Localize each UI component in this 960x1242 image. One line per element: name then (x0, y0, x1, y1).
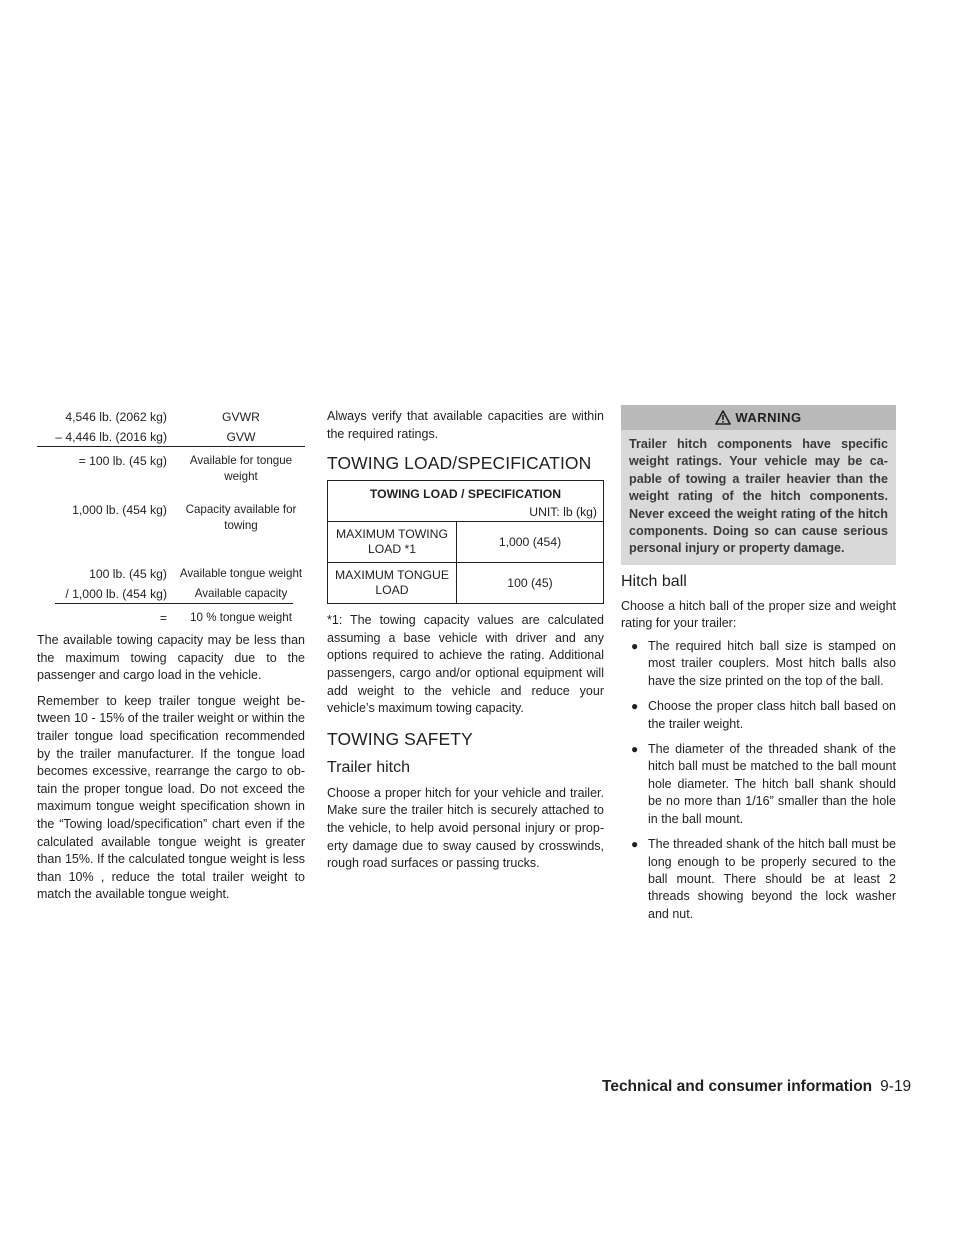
gvw-value: – 4,446 lb. (2016 kg) (55, 430, 167, 444)
paragraph-verify: Always verify that available capacities are within the required ratings. (327, 409, 604, 441)
page-number: 9-19 (880, 1078, 912, 1095)
left-body-text (37, 632, 305, 904)
table-unit: UNIT: lb (kg) (529, 504, 597, 519)
warning-triangle-icon (715, 410, 731, 425)
towing-spec-table (327, 480, 604, 604)
bullet-dot-icon: ● (631, 837, 639, 852)
heading-towing-safety: TOWING SAFETY (327, 728, 473, 749)
available-capacity-label: Available capacity (194, 587, 288, 600)
table-row-label: MAXIMUM TOWING LOAD *1 (328, 522, 457, 563)
list-item: ● The diameter of the threaded shank of the hitch ball must be matched to the ball mount hole diameter. The hitch ball shank should be no more than 1/16” smaller than the hole in the ball mount. (631, 742, 896, 826)
available-tongue-label: Available for tongue weight (189, 454, 293, 483)
table-row (328, 563, 604, 604)
hitch-ball-list (621, 638, 896, 923)
calc-rule-1 (37, 446, 305, 447)
warning-text: Trailer hitch components have specific weight ratings. Your vehicle may be capable of towing a trailer heavier than the weight rating of the hitch components. Never exceed the weight rating of the hitch components. Doing so can cause serious personal injury or property damage. (629, 437, 888, 556)
result-label: 10 % tongue weight (190, 611, 292, 624)
list-item: ● The required hitch ball size is stamped on most trailer couplers. Most hitch balls also have the size printed on the top of the ball. (631, 639, 896, 688)
available-capacity-value: / 1,000 lb. (454 kg) (65, 587, 167, 601)
paragraph-tongue-weight: Remember to keep trailer tongue weight between 10 - 15% of the trailer weight or within the trailer tongue load specification recommended by the trailer manufacturer. If the tongue load becomes excessive, rearrange the cargo to obtain the proper tongue load. Do not exceed the maximum tongue weight specification shown in the “Towing load/specification” chart even if the calculated available tongue weight is greater than 15%. If the calculated tongue weight is less than 10% , reduce the total trailer weight to match the available tongue weight. (37, 693, 305, 902)
table-title: TOWING LOAD / SPECIFICATION (369, 486, 562, 501)
warning-header (621, 405, 896, 430)
table-row-value: 100 (45) (457, 563, 604, 604)
column-right (621, 405, 896, 931)
table-row-value: 1,000 (454) (457, 522, 604, 563)
calc-rule-2 (55, 603, 293, 604)
paragraph-trailer-hitch: Choose a proper hitch for your vehicle and trailer. Make sure the trailer hitch is securely attached to the vehicle, to help avoid personal injury or property damage due to sway caused by crosswinds, rough road surfaces or passing trucks. (327, 785, 604, 871)
column-middle (327, 408, 604, 873)
heading-towing-load: TOWING LOAD/SPECIFICATION (327, 453, 592, 474)
result-value: = (159, 611, 167, 625)
warning-box (621, 405, 896, 565)
paragraph-footnote: *1: The towing capacity values are calculated assuming a base vehicle with driver and any options required to achieve the rating. Additional passengers, cargo and/or optional equipment will add weight to the vehicle and reduce your vehicle’s maximum towing capacity. (327, 613, 604, 716)
available-tongue-value: = 100 lb. (45 kg) (78, 454, 167, 468)
gvwr-value: 4,546 lb. (2062 kg) (65, 410, 167, 424)
table-header-row (328, 481, 604, 522)
bullet-dot-icon: ● (631, 699, 639, 714)
table-row-label: MAXIMUM TONGUE LOAD (328, 563, 457, 604)
paragraph-hitch-ball-intro: Choose a hitch ball of the proper size and weight rating for your trailer: (621, 598, 896, 631)
list-item: ● Choose the proper class hitch ball based on the trailer weight. (631, 699, 896, 731)
page-footer (602, 1078, 912, 1096)
capacity-towing-value: 1,000 lb. (454 kg) (72, 503, 167, 517)
gvw-label: GVW (226, 430, 256, 444)
table-row (328, 522, 604, 563)
footer-section-title: Technical and consumer information (602, 1078, 873, 1095)
tongue-weight-label: Available tongue weight (179, 567, 303, 580)
paragraph-towing-capacity: The available towing capacity may be less than the maximum towing capacity due to the passenger and cargo load in the vehicle. (37, 633, 305, 683)
heading-trailer-hitch: Trailer hitch (327, 758, 410, 776)
tongue-weight-value: 100 lb. (45 kg) (89, 567, 167, 581)
list-item: ● The threaded shank of the hitch ball must be long enough to be properly secured to the ball mount. There should be at least 2 threads showing beyond the lock washer and nut. (631, 837, 896, 921)
bullet-dot-icon: ● (631, 742, 639, 757)
capacity-towing-label: Capacity available for towing (185, 503, 297, 532)
bullet-dot-icon: ● (631, 639, 639, 654)
warning-title: WARNING (735, 410, 802, 425)
heading-hitch-ball: Hitch ball (621, 572, 687, 590)
gvwr-label: GVWR (222, 410, 260, 424)
